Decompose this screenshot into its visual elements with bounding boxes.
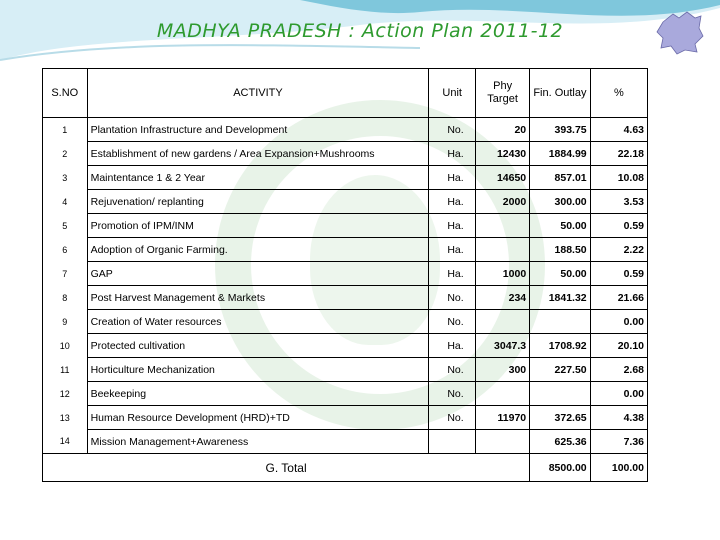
- cell-activity: Adoption of Organic Farming.: [87, 238, 429, 262]
- table-row: [43, 430, 648, 454]
- cell-unit: Ha.: [429, 166, 476, 190]
- table-row: [43, 118, 648, 142]
- action-plan-table: [42, 68, 648, 482]
- cell-sno: 7: [43, 262, 88, 286]
- cell-pct: 4.63: [590, 118, 647, 142]
- cell-phy: 234: [476, 286, 530, 310]
- cell-unit: No.: [429, 118, 476, 142]
- cell-activity: Maintentance 1 & 2 Year: [87, 166, 429, 190]
- cell-phy: 20: [476, 118, 530, 142]
- cell-phy: [476, 382, 530, 406]
- cell-unit: No.: [429, 406, 476, 430]
- cell-activity: Establishment of new gardens / Area Expansion+Mushrooms: [87, 142, 429, 166]
- table-row: [43, 142, 648, 166]
- cell-pct: 7.36: [590, 430, 647, 454]
- cell-phy: [476, 214, 530, 238]
- cell-phy: [476, 430, 530, 454]
- cell-pct: 2.68: [590, 358, 647, 382]
- table-row: [43, 358, 648, 382]
- cell-sno: 6: [43, 238, 88, 262]
- cell-sno: 2: [43, 142, 88, 166]
- cell-unit: No.: [429, 286, 476, 310]
- cell-sno: 4: [43, 190, 88, 214]
- cell-pct: 3.53: [590, 190, 647, 214]
- cell-pct: 0.00: [590, 382, 647, 406]
- madhya-pradesh-map-icon: [655, 8, 705, 58]
- cell-sno: 8: [43, 286, 88, 310]
- cell-phy: 14650: [476, 166, 530, 190]
- cell-fin: 188.50: [530, 238, 591, 262]
- cell-sno: 5: [43, 214, 88, 238]
- grand-total-pct: 100.00: [590, 454, 647, 482]
- cell-unit: Ha.: [429, 238, 476, 262]
- cell-pct: 4.38: [590, 406, 647, 430]
- table-row: [43, 190, 648, 214]
- cell-unit: No.: [429, 382, 476, 406]
- table-row: [43, 406, 648, 430]
- cell-fin: 857.01: [530, 166, 591, 190]
- cell-sno: 3: [43, 166, 88, 190]
- cell-sno: 1: [43, 118, 88, 142]
- table-row: [43, 238, 648, 262]
- cell-sno: 10: [43, 334, 88, 358]
- cell-activity: Plantation Infrastructure and Development: [87, 118, 429, 142]
- header-unit: Unit: [429, 69, 476, 118]
- cell-fin: 393.75: [530, 118, 591, 142]
- cell-phy: 1000: [476, 262, 530, 286]
- table-row: [43, 334, 648, 358]
- cell-phy: 11970: [476, 406, 530, 430]
- page-title: MADHYA PRADESH : Action Plan 2011-12: [156, 20, 564, 42]
- cell-unit: Ha.: [429, 142, 476, 166]
- cell-phy: 12430: [476, 142, 530, 166]
- cell-fin: 372.65: [530, 406, 591, 430]
- cell-unit: [429, 430, 476, 454]
- grand-total-row: [43, 454, 648, 482]
- cell-fin: 227.50: [530, 358, 591, 382]
- cell-unit: No.: [429, 358, 476, 382]
- cell-activity: GAP: [87, 262, 429, 286]
- cell-activity: Beekeeping: [87, 382, 429, 406]
- cell-unit: No.: [429, 310, 476, 334]
- cell-pct: 22.18: [590, 142, 647, 166]
- cell-pct: 0.59: [590, 262, 647, 286]
- grand-total-label: G. Total: [43, 454, 530, 482]
- cell-pct: 21.66: [590, 286, 647, 310]
- cell-activity: Horticulture Mechanization: [87, 358, 429, 382]
- cell-phy: [476, 238, 530, 262]
- cell-fin: 1841.32: [530, 286, 591, 310]
- cell-phy: 300: [476, 358, 530, 382]
- cell-pct: 10.08: [590, 166, 647, 190]
- cell-activity: Creation of Water resources: [87, 310, 429, 334]
- header-activity: ACTIVITY: [87, 69, 429, 118]
- cell-phy: [476, 310, 530, 334]
- cell-fin: 625.36: [530, 430, 591, 454]
- cell-sno: 9: [43, 310, 88, 334]
- header-percent: %: [590, 69, 647, 118]
- cell-phy: 3047.3: [476, 334, 530, 358]
- table-row: [43, 214, 648, 238]
- cell-pct: 20.10: [590, 334, 647, 358]
- cell-activity: Human Resource Development (HRD)+TD: [87, 406, 429, 430]
- cell-activity: Post Harvest Management & Markets: [87, 286, 429, 310]
- cell-fin: [530, 310, 591, 334]
- header-phy-target: Phy Target: [476, 69, 530, 118]
- cell-pct: 0.59: [590, 214, 647, 238]
- cell-sno: 12: [43, 382, 88, 406]
- cell-pct: 0.00: [590, 310, 647, 334]
- table-row: [43, 166, 648, 190]
- cell-pct: 2.22: [590, 238, 647, 262]
- cell-sno: 13: [43, 406, 88, 430]
- cell-unit: Ha.: [429, 262, 476, 286]
- table-header-row: [43, 69, 648, 118]
- table-row: [43, 286, 648, 310]
- cell-activity: Rejuvenation/ replanting: [87, 190, 429, 214]
- cell-fin: 1884.99: [530, 142, 591, 166]
- cell-fin: 50.00: [530, 214, 591, 238]
- cell-phy: 2000: [476, 190, 530, 214]
- cell-activity: Promotion of IPM/INM: [87, 214, 429, 238]
- cell-fin: [530, 382, 591, 406]
- grand-total-fin: 8500.00: [530, 454, 591, 482]
- cell-unit: Ha.: [429, 214, 476, 238]
- cell-unit: Ha.: [429, 190, 476, 214]
- table-row: [43, 262, 648, 286]
- header-fin-outlay: Fin. Outlay: [530, 69, 591, 118]
- cell-unit: Ha.: [429, 334, 476, 358]
- cell-activity: Protected cultivation: [87, 334, 429, 358]
- cell-fin: 50.00: [530, 262, 591, 286]
- table-row: [43, 310, 648, 334]
- cell-activity: Mission Management+Awareness: [87, 430, 429, 454]
- table-row: [43, 382, 648, 406]
- cell-sno: 11: [43, 358, 88, 382]
- header-sno: S.NO: [43, 69, 88, 118]
- cell-sno: 14: [43, 430, 88, 454]
- cell-fin: 300.00: [530, 190, 591, 214]
- cell-fin: 1708.92: [530, 334, 591, 358]
